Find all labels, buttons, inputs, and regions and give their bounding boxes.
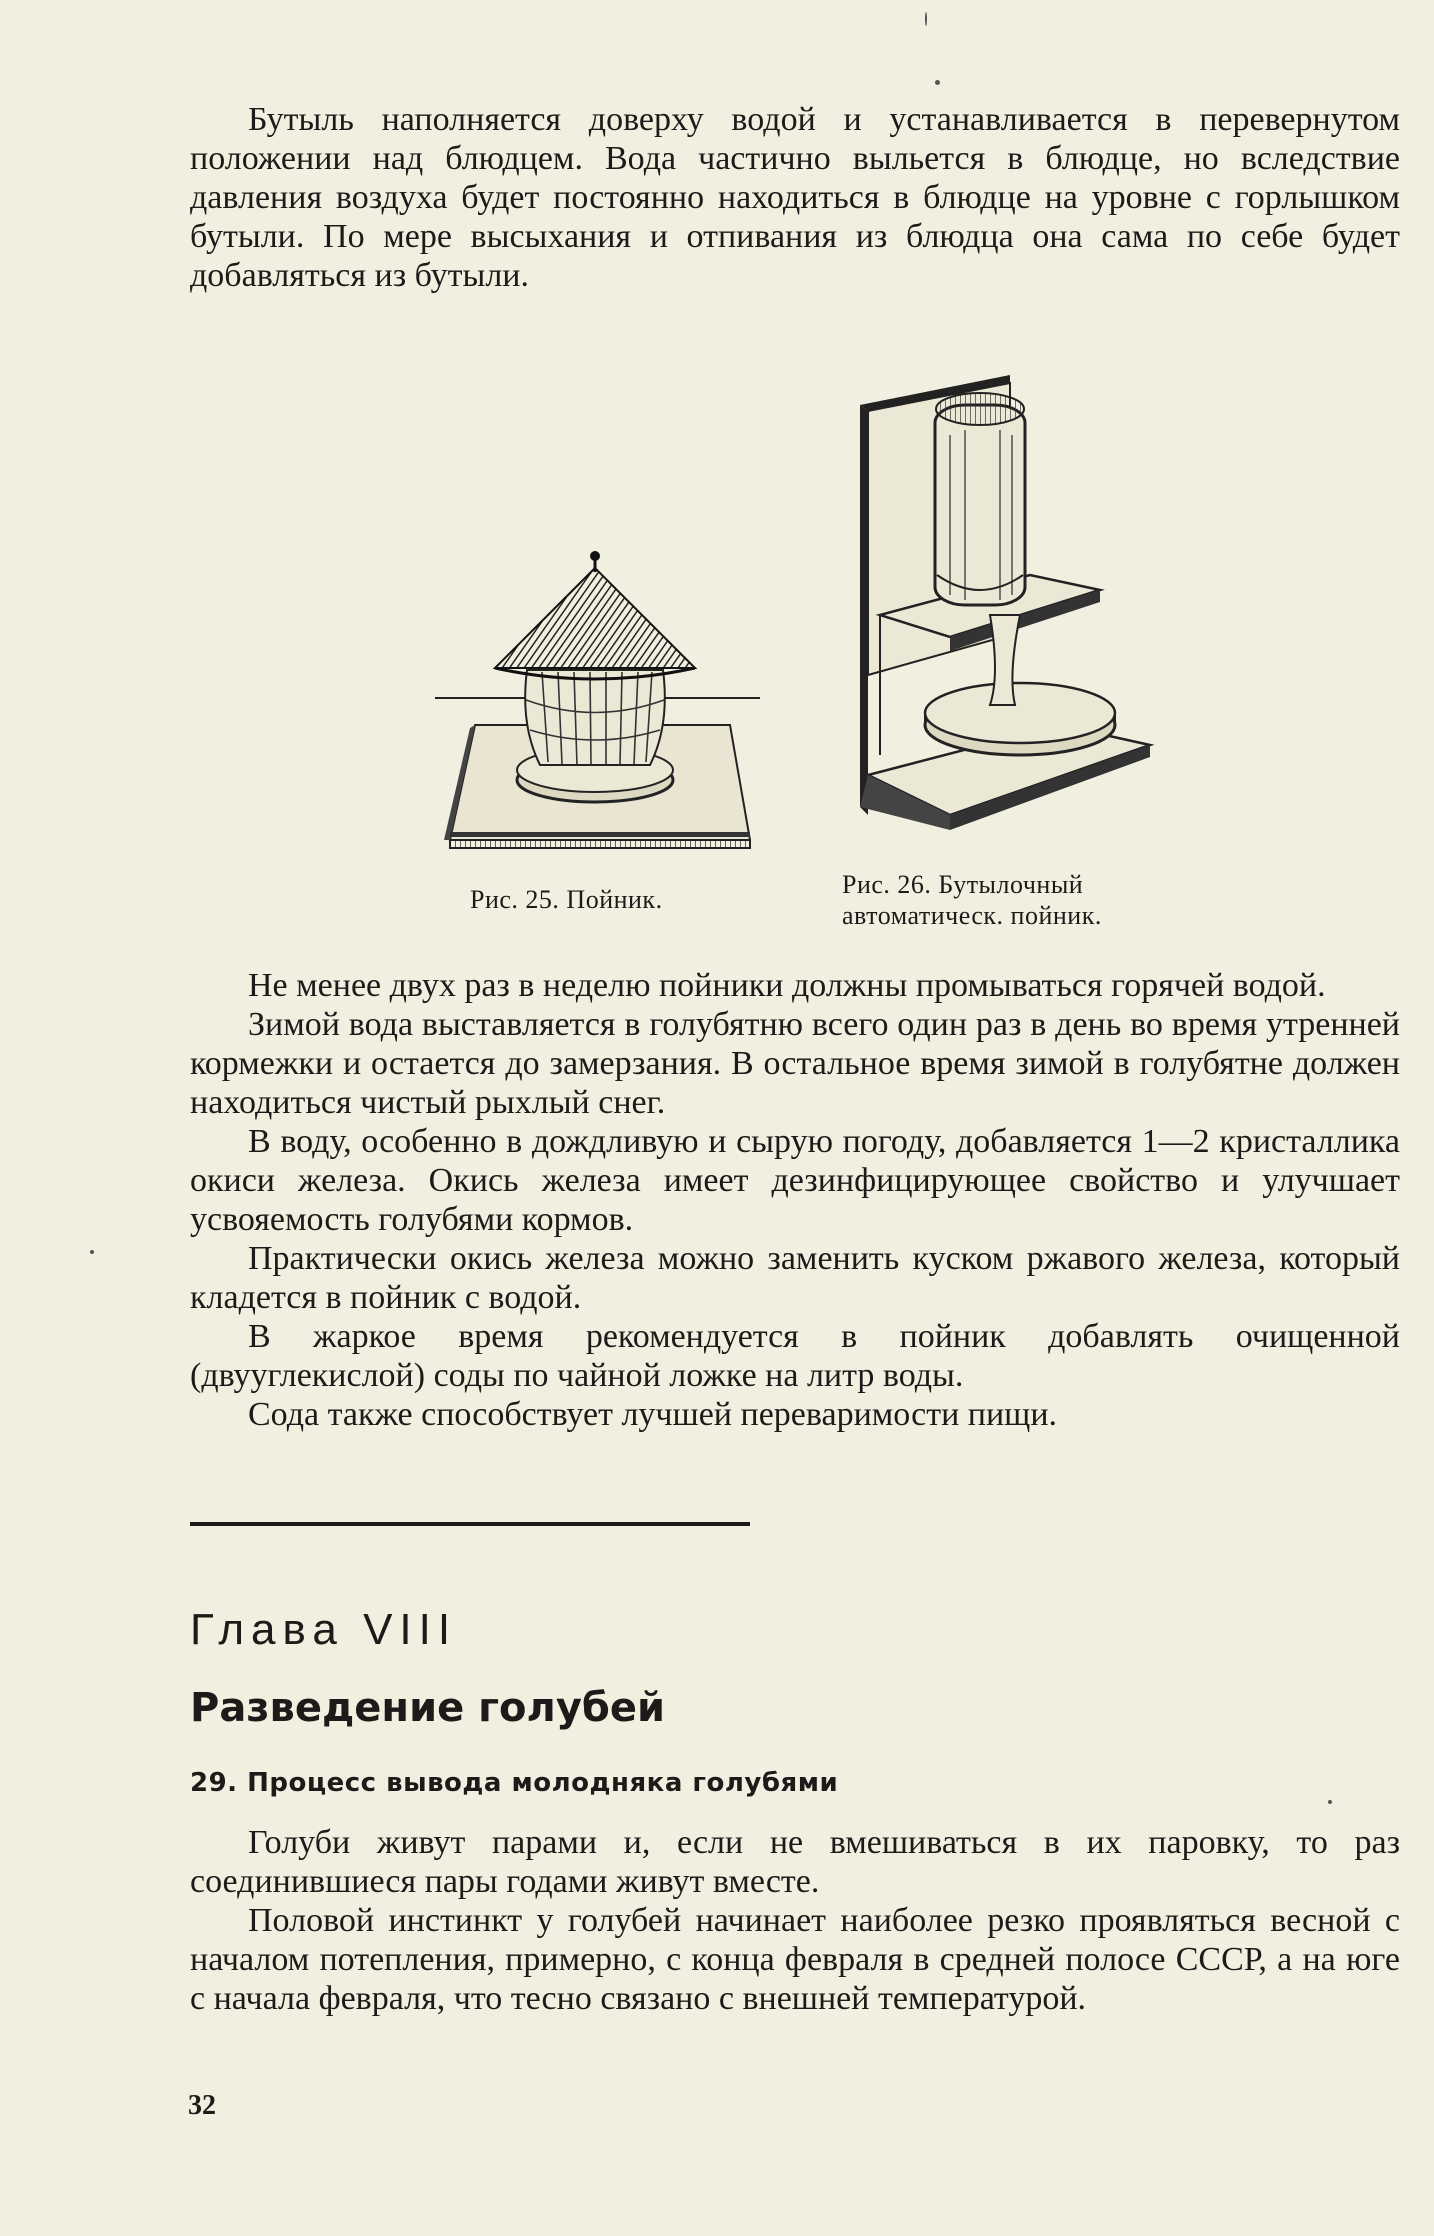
intro-text <box>190 100 1400 295</box>
paragraph: Практически окись железа можно заменить куском ржавого железа, который кладется в пойник с водой. <box>190 1240 1400 1316</box>
paragraph: В жаркое время рекомендуется в пойник добавлять очищенной (двууглекислой) соды по чайной ложке на литр воды. <box>190 1318 1400 1394</box>
paragraph: В воду, особенно в дождливую и сырую погоду, добавляется 1—2 кристаллика окиси железа. Окись железа имеет дезинфицирующее свойство и улучшает усвояемость голубями кормов. <box>190 1123 1400 1238</box>
intro-paragraph: Бутыль наполняется доверху водой и устанавливается в перевернутом положении над блюдцем. Вода частично выльется в блюдце, но вследствие давления воздуха будет постоянно находиться в блюдце на уровне с горлышком бутыли. По мере высыхания и отпивания из блюдца она сама по себе будет добавляться из бутыли. <box>190 101 1400 294</box>
page-number: 32 <box>188 2090 216 2121</box>
figure-26-caption <box>842 869 1102 931</box>
print-speck <box>1328 1800 1332 1804</box>
print-speck <box>925 12 927 26</box>
figure-26-caption-line2: автоматическ. пойник. <box>842 901 1102 930</box>
chapter-label: Глава VIII <box>190 1605 458 1654</box>
paragraph: Половой инстинкт у голубей начинает наиболее резко проявляться весной с началом потепления, примерно, с конца февраля в средней полосе СССР, а на юге с начала февраля, что тесно связано с внешней температурой. <box>190 1902 1400 2017</box>
paragraph: Сода также способствует лучшей переваримости пищи. <box>248 1396 1058 1433</box>
print-speck <box>90 1250 94 1254</box>
print-speck <box>935 80 940 85</box>
figure-25-caption: Рис. 25. Пойник. <box>470 885 663 914</box>
bottle-waterer-illustration <box>840 375 1160 845</box>
section-heading: 29. Процесс вывода молодняка голубями <box>190 1768 839 1798</box>
paragraph: Зимой вода выставляется в голубятню всего один раз в день во время утренней кормежки и остается до замерзания. В остальное время зимой в голубятне должен находиться чистый рыхлый снег. <box>190 1006 1400 1121</box>
breeding-text <box>190 1823 1400 2018</box>
waterer-illustration <box>430 550 770 850</box>
waterer-care-text <box>190 966 1400 1434</box>
figure-26-caption-line1: Рис. 26. Бутылочный <box>842 870 1084 899</box>
section-divider <box>190 1522 750 1526</box>
chapter-title: Разведение голубей <box>190 1685 665 1731</box>
paragraph: Не менее двух раз в неделю пойники должны промываться горячей водой. <box>248 967 1326 1004</box>
paragraph: Голуби живут парами и, если не вмешиваться в их паровку, то раз соединившиеся пары годами живут вместе. <box>190 1824 1400 1900</box>
